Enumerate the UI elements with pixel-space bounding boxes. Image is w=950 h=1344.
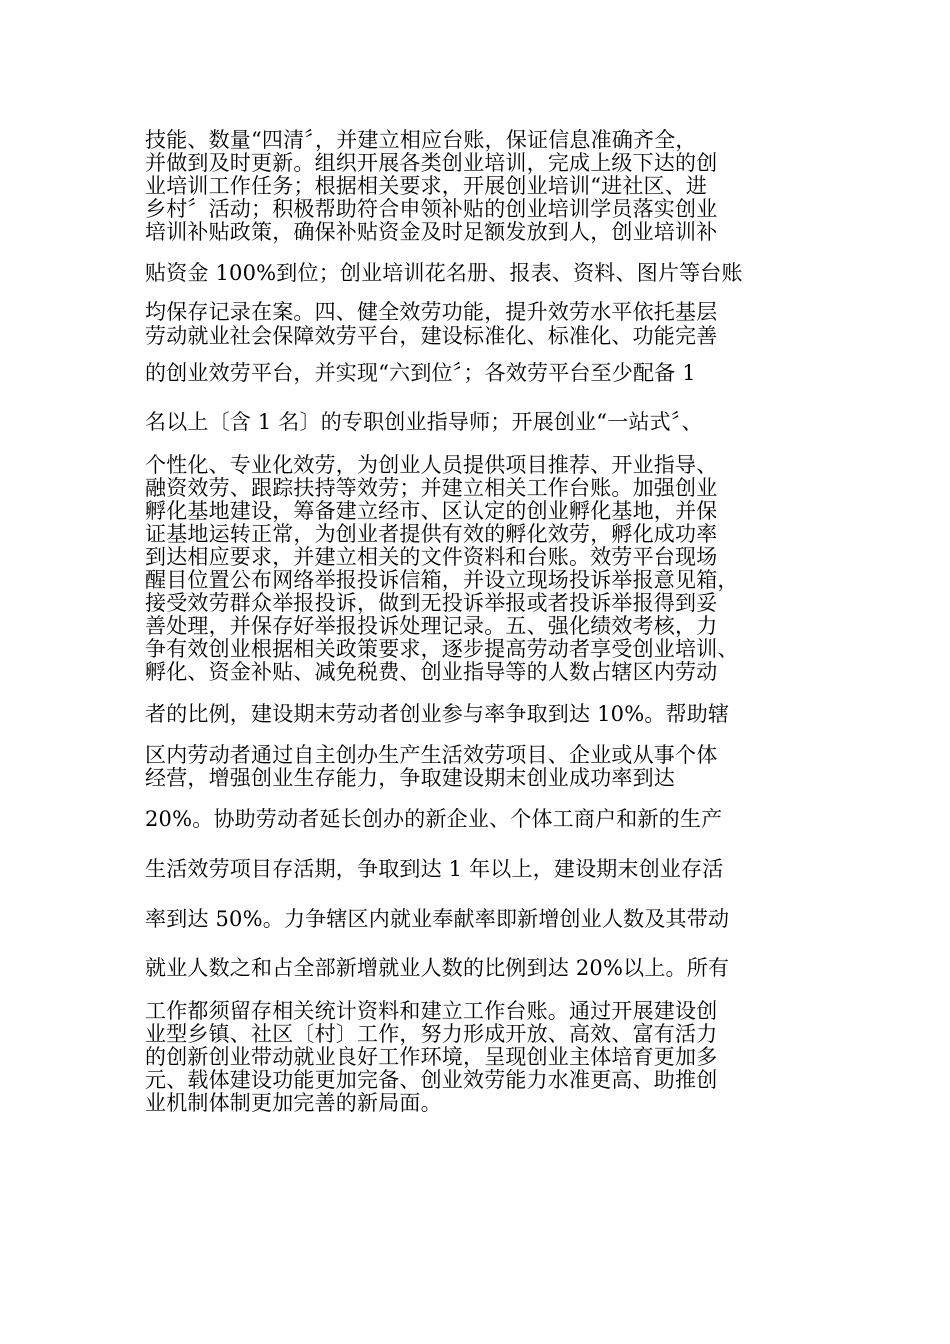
body-text-line: 证基地运转正常，为创业者提供有效的孵化效劳，孵化成功率 xyxy=(145,522,718,546)
body-text-line: 乡村〞活动；积极帮助符合申领补贴的创业培训学员落实创业 xyxy=(145,197,718,221)
body-text-line: 工作都须留存相关统计资料和建立工作台账。通过开展建设创 xyxy=(145,999,718,1023)
body-text-line: 融资效劳、跟踪扶持等效劳；并建立相关工作台账。加强创业 xyxy=(145,476,718,500)
body-text-line: 到达相应要求，并建立相关的文件资料和台账。效劳平台现场 xyxy=(145,545,718,569)
body-text-line: 孵化基地建设，筹备建立经市、区认定的创业孵化基地，并保 xyxy=(145,499,718,523)
body-text-line: 名以上〔含 1 名〕的专职创业指导师；开展创业“一站式〞、 xyxy=(145,410,703,434)
body-text-line: 贴资金 100%到位；创业培训花名册、报表、资料、图片等台账 xyxy=(145,261,743,285)
body-text-line: 经营，增强创业生存能力，争取建设期末创业成功率到达 xyxy=(145,766,675,790)
body-text-line: 并做到及时更新。组织开展各类创业培训，完成上级下达的创 xyxy=(145,151,718,175)
body-text-line: 率到达 50%。力争辖区内就业奉献率即新增创业人数及其带动 xyxy=(145,907,730,931)
body-text-line: 孵化、资金补贴、减免税费、创业指导等的人数占辖区内劳动 xyxy=(145,660,718,684)
body-text-line: 接受效劳群众举报投诉，做到无投诉举报或者投诉举报得到妥 xyxy=(145,591,718,615)
body-text-line: 争有效创业根据相关政策要求，逐步提高劳动者享受创业培训、 xyxy=(145,637,739,661)
body-text-line: 善处理，并保存好举报投诉处理记录。五、强化绩效考核，力 xyxy=(145,614,718,638)
body-text-line: 技能、数量“四清〞，并建立相应台账，保证信息准确齐全， xyxy=(145,128,697,152)
body-text-line: 生活效劳项目存活期，争取到达 1 年以上，建设期末创业存活 xyxy=(145,857,724,881)
body-text-line: 业机制体制更加完善的新局面。 xyxy=(145,1091,442,1115)
body-text-line: 区内劳动者通过自主创办生产生活效劳项目、企业或从事个体 xyxy=(145,743,718,767)
body-text-line: 20%。协助劳动者延长创办的新企业、个体工商户和新的生产 xyxy=(145,807,723,831)
body-text-line: 元、载体建设功能更加完备、创业效劳能力水准更高、助推创 xyxy=(145,1068,718,1092)
body-text-line: 业型乡镇、社区〔村〕工作，努力形成开放、高效、富有活力 xyxy=(145,1022,718,1046)
body-text-line: 醒目位置公布网络举报投诉信箱，并设立现场投诉举报意见箱， xyxy=(145,568,739,592)
body-text-line: 就业人数之和占全部新增就业人数的比例到达 20%以上。所有 xyxy=(145,956,730,980)
body-text-line: 个性化、专业化效劳，为创业人员提供项目推荐、开业指导、 xyxy=(145,453,718,477)
body-text-line: 培训补贴政策，确保补贴资金及时足额发放到人，创业培训补 xyxy=(145,220,718,244)
body-text-line: 均保存记录在案。四、健全效劳功能，提升效劳水平依托基层 xyxy=(145,300,718,324)
body-text-line: 业培训工作任务；根据相关要求，开展创业培训“进社区、进 xyxy=(145,174,708,198)
body-text-line: 劳动就业社会保障效劳平台，建设标准化、标准化、功能完善 xyxy=(145,324,718,348)
body-text-line: 的创业效劳平台，并实现“六到位〞；各效劳平台至少配备 1 xyxy=(145,361,696,385)
body-text-line: 的创新创业带动就业良好工作环境，呈现创业主体培育更加多 xyxy=(145,1045,718,1069)
body-text-line: 者的比例，建设期末劳动者创业参与率争取到达 10%。帮助辖 xyxy=(145,702,730,726)
